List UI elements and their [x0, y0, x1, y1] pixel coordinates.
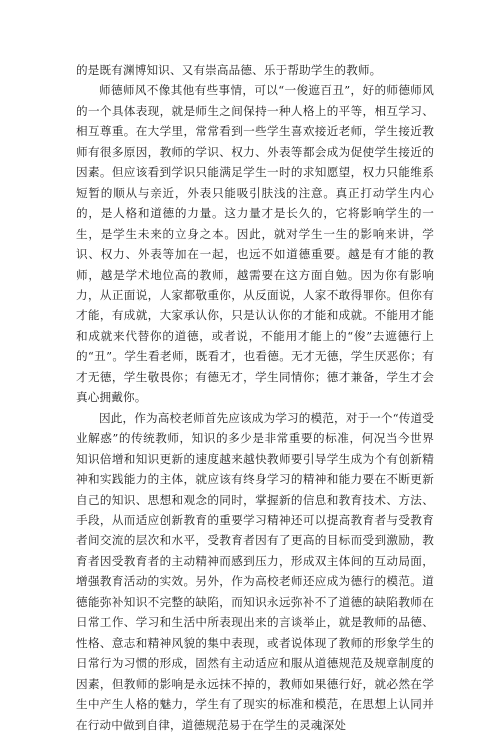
- paragraph-2: 师德师风不像其他有些事情，可以“一俊遮百丑”，好的师德师风的一个具体表现，就是师生之间保持一种人格上的平等，相互学习、相互尊重。在大学里，常常看到一些学生喜欢接近老师，学生接近教师有很多原因，教师的学识、权力、外表等都会成为促使学生接近的因素。但应该看到学识只能满足学生一时的求知愿望，权力只能维系短暂的顺从与亲近，外表只能吸引肤浅的注意。真正打动学生内心的，是人格和道德的力量。这力量才是长久的，它将影响学生的一生，是学生未来的立身之本。因此，就对学生一生的影响来讲，学识、权力、外表等加在一起，也远不如道德重要。越是有才能的教师，越是学术地位高的教师，越需要在这方面自勉。因为你有影响力，从正面说，人家都敬重你，从反面说，人家不敢得罪你。但你有才能，有成就，大家承认你，只是认认你的才能和成就。不能用才能和成就来代替你的道德，或者说，不能用才能上的“俊”去遮德行上的“丑”。学生看老师，既看才，也看德。无才无德，学生厌恶你；有才无德，学生敬畏你；有德无才，学生同情你；德才兼备，学生才会真心拥戴你。: [76, 83, 434, 405]
- paragraph-1: 的是既有渊博知识、又有崇高品德、乐于帮助学生的教师。: [76, 63, 382, 77]
- document-page: [76, 60, 434, 735]
- paragraph-3: 因此，作为高校老师首先应该成为学习的模范，对于一个“传道受业解惑”的传统教师，知识的多少是非常重要的标准，何况当今世界知识倍增和知识更新的速度越来越快教师要引导学生成为个有创新精神和实践能力的主体，就应该有终身学习的精神和能力要在不断更新自己的知识、思想和观念的同时，掌握新的信息和教育技术、方法、手段，从而适应创新教育的重要学习精神还可以提高教育者与受教育者间交流的层次和水平，受教育者因有了更高的目标而受到激励，教育者因受教育者的主动精神而感到压力，形成双主体间的互动局面，增强教育活动的实效。另外，作为高校老师还应成为德行的模范。道德能弥补知识不完整的缺陷，而知识永远弥补不了道德的缺陷教师在日常工作、学习和生活中所表现出来的言谈举止，就是教师的品德、性格、意志和精神风貌的集中表现，或者说体现了教师的形象学生的日常行为习惯的形成，固然有主动适应和服从道德规范及规章制度的因素，但教师的影响是永远抹不掉的，教师如果德行好，就必然在学生中产生人格的魅力，学生有了现实的标准和模范，在思想上认同并在行动中做到自律，道德规范易于在学生的灵魂深处: [76, 410, 434, 732]
